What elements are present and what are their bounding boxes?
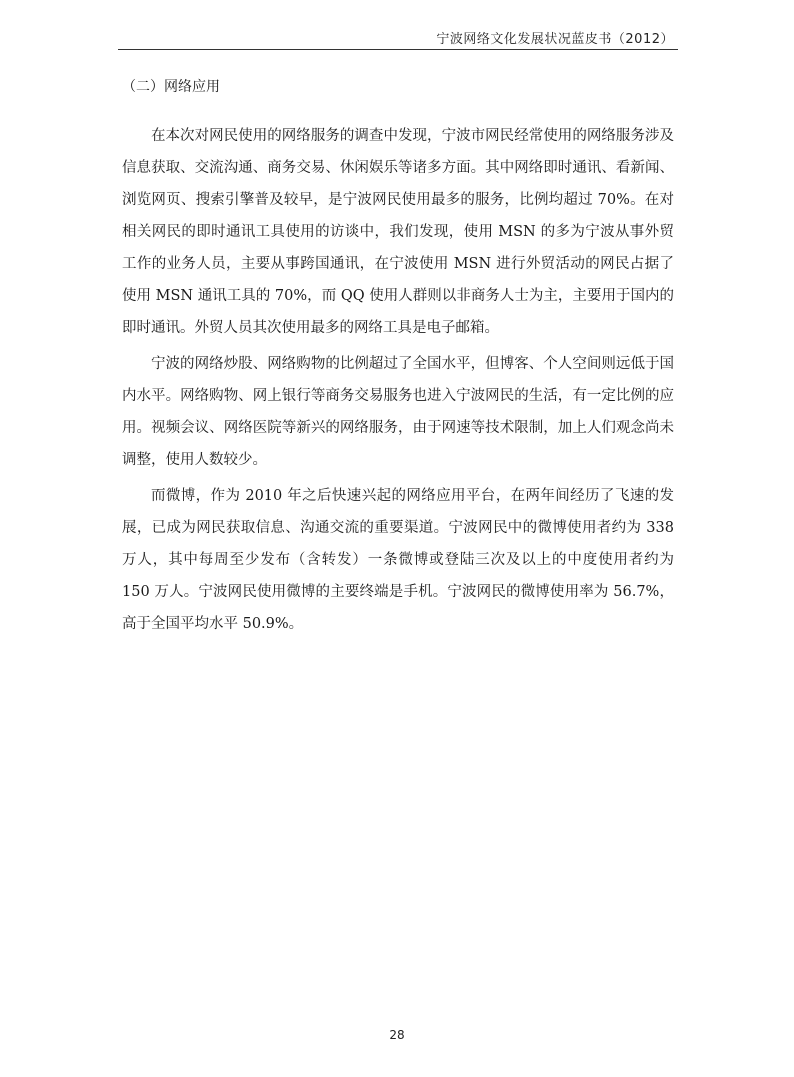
paragraph-instant-messaging: 在本次对网民使用的网络服务的调查中发现，宁波市网民经常使用的网络服务涉及信息获取、交流沟通、商务交易、休闲娱乐等诸多方面。其中网络即时通讯、看新闻、浏览网页、搜索引擎普及较早，是宁波网民使用最多的服务，比例均超过 70%。在对相关网民的即时通讯工具使用的访谈中，我们发现，使用 MSN 的多为宁波从事外贸工作的业务人员，主要从事跨国通讯，在宁波使用 MSN 进行外贸活动的网民占据了使用 MSN 通讯工具的 70%，而 QQ 使用人群则以非商务人士为主，主要用于国内的即时通讯。外贸人员其次使用最多的网络工具是电子邮箱。 bbox=[122, 128, 674, 336]
paragraph-weibo: 而微博，作为 2010 年之后快速兴起的网络应用平台，在两年间经历了飞速的发展，已成为网民获取信息、沟通交流的重要渠道。宁波网民中的微博使用者约为 338 万人，其中每周至少发布（含转发）一条微博或登陆三次及以上的中度使用者约为 150 万人。宁波网民使用微博的主要终端是手机。宁波网民的微博使用率为 56.7%，高于全国平均水平 50.9%。 bbox=[122, 488, 674, 632]
section-heading: （二）网络应用 bbox=[122, 79, 220, 95]
running-title: 宁波网络文化发展状况蓝皮书（2012） bbox=[436, 32, 674, 47]
page-content bbox=[118, 70, 678, 644]
page-number: 28 bbox=[389, 1028, 405, 1042]
paragraph-online-shopping: 宁波的网络炒股、网络购物的比例超过了全国水平，但博客、个人空间则远低于国内水平。网络购物、网上银行等商务交易服务也进入宁波网民的生活，有一定比例的应用。视频会议、网络医院等新兴的网络服务，由于网速等技术限制，加上人们观念尚未调整，使用人数较少。 bbox=[122, 356, 674, 468]
page-header bbox=[118, 26, 678, 50]
